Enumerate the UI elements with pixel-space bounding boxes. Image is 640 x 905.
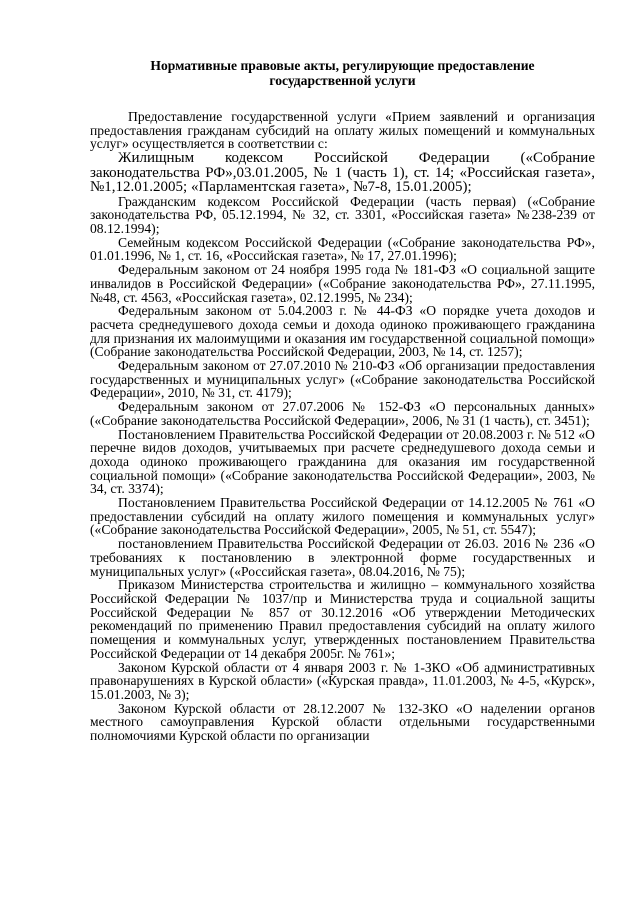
- document-page: [90, 58, 595, 743]
- list-item-law-152: Федеральным законом от 27.07.2006 № 152-ФЗ «О персональных данных» («Собрание законодательства Российской Федерации», 2006, № 31 (1 часть), ст. 3451);: [90, 399, 595, 428]
- title-line-2: государственной услуги: [269, 73, 416, 88]
- list-item-family-code: Семейным кодексом Российской Федерации («Собрание законодательства РФ», 01.01.1996, № 1, ст. 16, «Российская газета», № 17, 27.01.1996);: [90, 234, 595, 264]
- list-item-resolution-236: постановлением Правительства Российской Федерации от 26.03. 2016 № 236 «О требованиях к постановлению в электронной форме государственных и муниципальных услуг» («Российская газета», 08.04.2016, № 75);: [90, 536, 595, 579]
- list-item-housing-code: Жилищным кодексом Российской Федерации («Собрание законодательства РФ»,03.01.2005, № 1 (часть 1), ст. 14; «Российская газета»,№1,12.01.2005; «Парламентская газета», №7-8, 15.01.2005);: [90, 150, 595, 196]
- list-item-civil-code: Гражданским кодексом Российской Федерации (часть первая) («Собрание законодательства РФ, 05.12.1994, № 32, ст. 3301, «Российская газета» №238-239 от 08.12.1994);: [90, 193, 595, 237]
- list-item-law-181: Федеральным законом от 24 ноября 1995 года № 181-ФЗ «О социальной защите инвалидов в Российской Федерации» («Собрание законодательства РФ», 27.11.1995, №48, ст. 4563, «Российская газета», 02.12.1995, № 234);: [90, 262, 595, 305]
- list-item-law-210: Федеральным законом от 27.07.2010 № 210-ФЗ «Об организации предоставления государственных и муниципальных услуг» («Собрание законодательства Российской Федерации», 2010, № 31, ст. 4179);: [90, 358, 595, 401]
- list-item-order-1037: Приказом Министерства строительства и жилищно – коммунального хозяйства Российской Федерации № 1037/пр и Министерства труда и социальной защиты Российской Федерации № 857 от 30.12.2016 «Об утверждении Методических рекомендаций по применению Правил предоставления субсидий на оплату жилого помещения и коммунальных услуг, утвержденных постановлением Правительства Российской Федерации от 14 декабря 2005г. № 761»;: [90, 577, 595, 661]
- title-line-1: Нормативные правовые акты, регулирующие предоставление: [150, 58, 535, 73]
- list-item-resolution-761: Постановлением Правительства Российской Федерации от 14.12.2005 № 761 «О предоставлении субсидий на оплату жилого помещения и коммунальных услуг» («Собрание законодательства Российской Федерации», 2005, № 51, ст. 5547);: [90, 495, 595, 538]
- list-item-kursk-law-1: Законом Курской области от 4 января 2003 г. № 1-ЗКО «Об административных правонарушениях в Курской области» («Курская правда», 11.01.2003, № 4-5, «Курск», 15.01.2003, № 3);: [90, 659, 595, 702]
- list-item-resolution-512: Постановлением Правительства Российской Федерации от 20.08.2003 г. № 512 «О перечне видов доходов, учитываемых при расчете среднедушевого дохода семьи и дохода одиноко проживающего гражданина для оказания им государственной социальной помощи» («Собрание законодательства Российской Федерации», 2003, № 34, ст. 3374);: [90, 426, 595, 497]
- list-item-law-44: Федеральным законом от 5.04.2003 г. № 44-ФЗ «О порядке учета доходов и расчета среднедушевого дохода семьи и дохода одиноко проживающего гражданина для признания их малоимущими и оказания им государственной социальной помощи» (Собрание законодательства Российской Федерации, 2003, № 14, ст. 1257);: [90, 303, 595, 360]
- intro-paragraph: Предоставление государственной услуги «Прием заявлений и организация предоставления гражданам субсидий на оплату жилых помещений и коммунальных услуг» осуществляется в соответствии с:: [90, 109, 595, 152]
- document-title: [90, 58, 595, 88]
- list-item-kursk-law-132: Законом Курской области от 28.12.2007 № 132-ЗКО «О наделении органов местного самоуправления Курской области отдельными государственными полномочиями Курской области по организации: [90, 700, 595, 744]
